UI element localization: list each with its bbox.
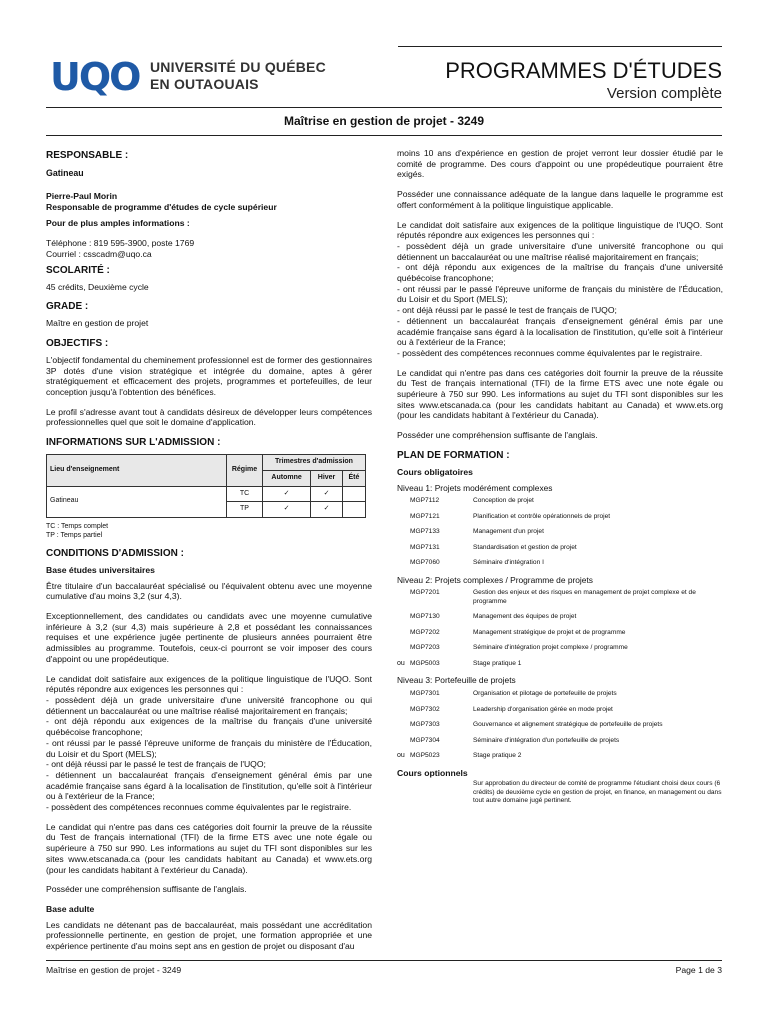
course-code: MGP7302 — [410, 705, 440, 713]
more-info-label: Pour de plus amples informations : — [46, 218, 190, 229]
course-title: Management stratégique de projet et de programme — [473, 628, 626, 636]
col-lieu: Lieu d'enseignement — [47, 455, 227, 486]
course-row — [397, 752, 723, 761]
table-cell-lieu: Gatineau — [47, 486, 227, 517]
optionnels-text: Sur approbation du directeur de comité de programme l'étudiant choisi deux cours (6 crédits) de deuxième cycle en gestion de projet, en finance, en management ou dans tout autre domaine jugé pertinent. — [473, 780, 722, 805]
table-header-row — [47, 455, 366, 471]
logo-name-line-2: EN OUTAOUAIS — [150, 76, 259, 92]
adulte-paragraph: Les candidats ne détenant pas de baccalauréat, mais possédant une accréditation professionnelle pertinente, en gestion de projet, une formation appropriée et une expérience pertinente d'au moins sept ans en gestion de projet ou disposant d'au — [46, 919, 372, 952]
course-or — [397, 706, 410, 715]
objectifs-paragraph-2: Le profil s'adresse avant tout à candidats désireux de développer leurs compétences professionnelles quel que soit le domaine d'application. — [46, 406, 372, 428]
course-or — [397, 497, 410, 506]
legend-tc: TC : Temps complet — [46, 522, 109, 530]
course-row — [397, 559, 723, 568]
conditions-heading: CONDITIONS D'ADMISSION : — [46, 547, 184, 559]
scolarite-heading: SCOLARITÉ : — [46, 264, 110, 276]
course-title: Management d'un projet — [473, 528, 544, 536]
phone: Téléphone : 819 595-3900, poste 1769 — [46, 238, 195, 249]
course-or — [397, 737, 410, 746]
course-or — [397, 544, 410, 553]
course-or — [397, 559, 410, 568]
course-title: Stage pratique 2 — [473, 752, 522, 760]
course-code: MGP7121 — [410, 512, 440, 520]
course-title: Stage pratique 1 — [473, 659, 522, 667]
right-column — [397, 148, 723, 806]
footer-rule — [46, 960, 722, 961]
check-icon: ✓ — [311, 502, 343, 518]
check-icon: ✓ — [311, 486, 343, 502]
objectifs-heading: OBJECTIFS : — [46, 337, 109, 349]
niveau-2-list — [397, 589, 723, 668]
course-or — [397, 589, 410, 606]
langue-paragraph: Posséder une connaissance adéquate de la langue dans laquelle le programme est offert conformément à la politique linguistique applicable. — [397, 189, 723, 210]
niveau-3-heading: Niveau 3: Portefeuille de projets — [397, 675, 516, 686]
course-row — [397, 706, 723, 715]
course-row — [397, 721, 723, 730]
check-icon: ✓ — [263, 502, 311, 518]
list-item: - ont déjà répondu aux exigences de la maîtrise du français d'une université québécoise francophone; — [46, 716, 372, 738]
course-row — [397, 690, 723, 699]
table-cell-ete — [342, 502, 365, 518]
optionnels-heading: Cours optionnels — [397, 767, 468, 778]
condition-paragraph: Posséder une compréhension suffisante de l'anglais. — [46, 884, 247, 895]
course-row — [397, 629, 723, 638]
course-or: ou — [397, 659, 405, 667]
course-title: Leadership d'organisation gérée en mode projet — [473, 705, 613, 713]
obligatoires-heading: Cours obligatoires — [397, 466, 473, 477]
course-title: Management des équipes de projet — [473, 613, 577, 621]
course-code: MGP7203 — [410, 644, 440, 652]
course-or — [397, 644, 410, 653]
course-row — [397, 528, 723, 537]
course-code: MGP5023 — [410, 752, 440, 760]
version-label: Version complète — [606, 85, 722, 102]
page-number: Page 1 de 3 — [675, 965, 722, 975]
plan-heading: PLAN DE FORMATION : — [397, 449, 510, 461]
admission-heading: INFORMATIONS SUR L'ADMISSION : — [46, 437, 221, 449]
course-code: MGP7131 — [410, 543, 440, 551]
course-code: MGP7060 — [410, 559, 440, 567]
condition-list — [46, 674, 372, 813]
grade-heading: GRADE : — [46, 301, 89, 313]
course-code: MGP7112 — [410, 497, 440, 505]
condition-intro: Le candidat doit satisfaire aux exigences de la politique linguistique de l'UQO. Sont réputés répondre aux exigences les personnes qui : — [46, 673, 372, 695]
table-legend — [46, 522, 372, 540]
course-title: Gouvernance et alignement stratégique de portefeuille de projets — [473, 721, 663, 729]
base-adulte-heading: Base adulte — [46, 903, 95, 914]
course-or — [397, 629, 410, 638]
course-title: Standardisation et gestion de projet — [473, 543, 577, 551]
course-title: Séminaire d'intégration projet complexe / programme — [473, 644, 628, 652]
course-row — [397, 644, 723, 653]
table-cell-regime: TC — [227, 486, 263, 502]
list-item: - ont déjà répondu aux exigences de la maîtrise du français d'une université québécoise francophone; — [397, 262, 723, 284]
program-title: Maîtrise en gestion de projet - 3249 — [46, 107, 722, 136]
course-title: Séminaire d'intégration d'un portefeuille de projets — [473, 736, 620, 744]
objectifs-paragraph-1: L'objectif fondamental du cheminement professionnel est de former des gestionnaires 3P dotés d'une vision stratégique et intégrée du domaine, aptes à gérer stratégiquement et efficacement des projets, programmes et portefeuilles, de leur conception jusqu'à l'obtention des bénéfices. — [46, 354, 372, 398]
course-code: MGP7130 — [410, 613, 440, 621]
course-row — [397, 613, 723, 622]
niveau-1-heading: Niveau 1: Projets modérément complexes — [397, 482, 553, 493]
condition-paragraph: Le candidat qui n'entre pas dans ces catégories doit fournir la preuve de la réussite du Test de français international (TFI) de la firme ETS avec une note égale ou supérieure à 750 sur 990. Les informations au sujet du TFI sont disponibles sur les sites www.etscanada.ca (pour les candidats habitant au Canada) et www.ets.org (pour les candidats habitant à l'extérieur du Canada). — [46, 821, 372, 875]
list-item: - ont réussi par le passé l'épreuve uniforme de français du ministère de l'Éducation, du Loisir et du Sport (MELS); — [397, 283, 723, 305]
list-item: - possèdent déjà un grade universitaire d'une université francophone ou qui détiennent un baccalauréat ou une maîtrise réalisé majoritairement en français; — [46, 694, 372, 716]
course-title: Organisation et pilotage de portefeuille de projets — [473, 690, 617, 698]
footer-program: Maîtrise en gestion de projet - 3249 — [46, 965, 182, 975]
responsable-name: Pierre-Paul Morin — [46, 191, 118, 201]
col-automne: Automne — [263, 470, 311, 486]
condition-paragraph: Posséder une compréhension suffisante de l'anglais. — [397, 430, 598, 441]
condition-paragraph: Le candidat qui n'entre pas dans ces catégories doit fournir la preuve de la réussite du Test de français international (TFI) de la firme ETS avec une note égale ou supérieure à 750 sur 990. Les informations au sujet du TFI sont disponibles sur les sites www.etscanada.ca (pour les candidats habitant au Canada) et www.ets.org (pour les candidats habitant à l'extérieur du Canada). — [397, 367, 723, 421]
course-row — [397, 589, 723, 606]
left-column — [46, 150, 372, 961]
condition-paragraph: Exceptionnellement, des candidates ou candidats avec une moyenne cumulative inférieure à 3,2 (sur 4,3) mais supérieure à 2,8 et possédant les connaissances requises et une expérience jugée pertinente de plusieurs années pourraient être admissibles au programme. Toutefois, ceux-ci pourront se voir imposer des cours d'appoint ou une propédeutique. — [46, 611, 372, 664]
check-icon: ✓ — [263, 486, 311, 502]
base-universitaire-heading: Base études universitaires — [46, 564, 155, 575]
legend-tp: TP : Temps partiel — [46, 531, 103, 539]
course-row — [397, 737, 723, 746]
course-code: MGP7202 — [410, 628, 440, 636]
list-item: - ont déjà réussi par le passé le test de français de l'UQO; — [46, 759, 266, 770]
list-item: - détiennent un baccalauréat français d'enseignement général émis par une académie française sans égard à la localisation de l'institution, qu'elle soit à l'intérieur ou à l'extérieur de la France; — [46, 769, 372, 802]
col-regime: Régime — [227, 455, 263, 486]
table-row — [47, 486, 366, 502]
course-title: Conception de projet — [473, 497, 534, 505]
course-or — [397, 690, 410, 699]
course-or — [397, 613, 410, 622]
table-cell-regime: TP — [227, 502, 263, 518]
course-code: MGP7201 — [410, 589, 440, 597]
course-or — [397, 513, 410, 522]
page-title: PROGRAMMES D'ÉTUDES — [445, 58, 722, 83]
list-item: - possèdent des compétences reconnues comme équivalentes par le registraire. — [397, 347, 703, 358]
col-ete: Été — [342, 470, 365, 486]
list-item: - ont réussi par le passé l'épreuve uniforme de français du ministère de l'Éducation, du Loisir et du Sport (MELS); — [46, 737, 372, 759]
course-row — [397, 660, 723, 669]
responsable-role: Responsable de programme d'études de cycle supérieur — [46, 201, 277, 212]
logo-name-line-1: UNIVERSITÉ DU QUÉBEC — [150, 59, 326, 75]
logo-name — [150, 59, 326, 93]
adulte-paragraph-cont: moins 10 ans d'expérience en gestion de projet verront leur dossier étudié par le comité de programme. Des cours d'appoint ou une propédeutique pourraient être exigés. — [397, 148, 723, 180]
scolarite-text: 45 crédits, Deuxième cycle — [46, 281, 149, 292]
course-or — [397, 721, 410, 730]
admission-table — [46, 454, 366, 518]
niveau-2-heading: Niveau 2: Projets complexes / Programme de projets — [397, 574, 593, 585]
course-title: Séminaire d'intégration I — [473, 559, 544, 567]
list-item: - possèdent des compétences reconnues comme équivalentes par le registraire. — [46, 802, 352, 813]
course-title: Planification et contrôle opérationnels de projet — [473, 512, 611, 520]
uqo-logo — [50, 57, 340, 97]
course-title: Gestion des enjeux et des risques en management de projet complexe et de programme — [473, 589, 696, 605]
grade-text: Maître en gestion de projet — [46, 318, 149, 329]
email: Courriel : csscadm@uqo.ca — [46, 248, 152, 259]
course-row — [397, 497, 723, 506]
list-item: - détiennent un baccalauréat français d'enseignement général émis par une académie française sans égard à la localisation de l'institution, qu'elle soit à l'intérieur ou à l'extérieur de la France; — [397, 315, 723, 348]
course-code: MGP7304 — [410, 736, 440, 744]
condition-paragraph: Être titulaire d'un baccalauréat spécialisé ou l'équivalent obtenu avec une moyenne cumulative d'au moins 3,2 (sur 4,3). — [46, 580, 372, 602]
niveau-1-list — [397, 497, 723, 568]
responsable-heading: RESPONSABLE : — [46, 150, 129, 161]
col-hiver: Hiver — [311, 470, 343, 486]
course-code: MGP7303 — [410, 721, 440, 729]
course-code: MGP7301 — [410, 690, 440, 698]
course-or: ou — [397, 752, 405, 760]
niveau-3-list — [397, 690, 723, 761]
course-code: MGP7133 — [410, 528, 440, 536]
logo-mark: UQO — [50, 55, 140, 99]
list-item: - ont déjà réussi par le passé le test de français de l'UQO; — [397, 305, 617, 316]
table-cell-ete — [342, 486, 365, 502]
responsable-location: Gatineau — [46, 168, 84, 178]
col-trimestres: Trimestres d'admission — [263, 455, 366, 471]
header-rule — [398, 46, 722, 47]
list-item: - possèdent déjà un grade universitaire d'une université francophone ou qui détiennent un baccalauréat ou une maîtrise réalisé majoritairement en français; — [397, 240, 723, 262]
condition-intro: Le candidat doit satisfaire aux exigences de la politique linguistique de l'UQO. Sont réputés répondre aux exigences les personnes qui : — [397, 219, 723, 241]
condition-list — [397, 220, 723, 359]
course-row — [397, 544, 723, 553]
course-row — [397, 513, 723, 522]
course-or — [397, 528, 410, 537]
course-code: MGP5003 — [410, 659, 440, 667]
